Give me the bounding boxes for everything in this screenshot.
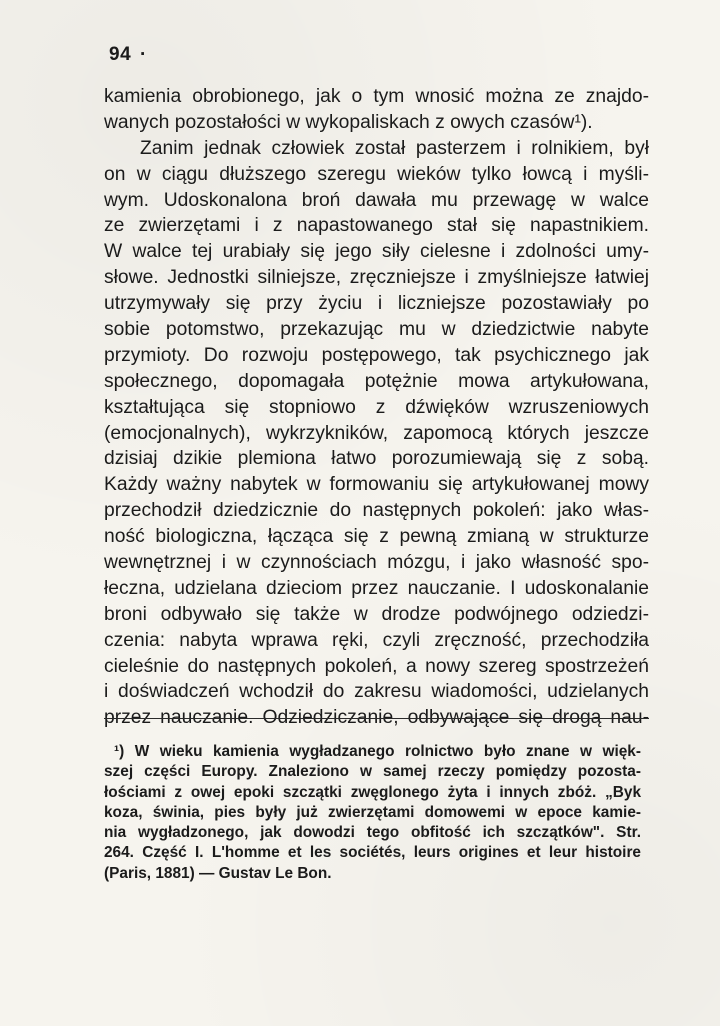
body-line: Zanim jednak człowiek został pasterzem i rolnikiem, był xyxy=(140,137,649,159)
body-line: wym. Udoskonalona broń dawała mu przewagę w walce xyxy=(104,189,649,211)
body-line: Każdy ważny nabytek w formowaniu się artykułowanej mowy xyxy=(104,474,649,496)
page-number: 94 xyxy=(109,44,132,65)
footnote-line: szej części Europy. Znaleziono w samej rzeczy pomiędzy pozosta- xyxy=(104,763,641,781)
body-line: W walce tej urabiały się jego siły cielesne i zdolności umy- xyxy=(104,241,649,263)
footnote xyxy=(104,742,641,884)
body-line: ze zwierzętami i z napastowanego stał się napastnikiem. xyxy=(104,215,649,237)
footnote-line: 264. Część I. L'homme et les sociétés, leurs origines et leur histoire xyxy=(104,844,641,862)
body-line: dzisiaj dzikie plemiona łatwo porozumiewają się z sobą. xyxy=(104,448,649,470)
footnote-divider xyxy=(104,718,649,719)
footnote-line: koza, świnia, pies były już zwierzętami domowemi w epoce kamie- xyxy=(104,803,641,821)
body-line: utrzymywały się przy życiu i liczniejsze pozostawiały po xyxy=(104,293,649,315)
body-line: cieleśnie do następnych pokoleń, a nowy szereg spostrzeżeń xyxy=(104,655,649,677)
body-line: czenia: nabyta wprawa ręki, czyli zręczność, przechodziła xyxy=(104,629,649,651)
body-line: kształtująca się stopniowo z dźwięków wzruszeniowych xyxy=(104,396,649,418)
body-line: przechodził dziedzicznie do następnych pokoleń: jako włas- xyxy=(104,500,649,522)
body-line: przez nauczanie. Odziedziczanie, odbywające się drogą nau- xyxy=(104,707,649,729)
footnote-line: nia wygładzonego, jak dowodzi tego obfitość ich szczątków". Str. xyxy=(104,824,641,842)
body-line: łeczna, udzielana dzieciom przez nauczanie. I udoskonalanie xyxy=(104,577,649,599)
body-line: przymioty. Do rozwoju postępowego, tak psychicznego jak xyxy=(104,344,649,366)
body-line: wanych pozostałości w wykopaliskach z owych czasów¹). xyxy=(104,111,593,133)
body-line: broni odbywało się także w drodze podwójnego odziedzi- xyxy=(104,603,649,625)
body-line: (emocjonalnych), wykrzykników, zapomocą których jeszcze xyxy=(104,422,649,444)
body-line: on w ciągu dłuższego szeregu wieków tylko łowcą i myśli- xyxy=(104,163,649,185)
footnote-line: (Paris, 1881) — Gustav Le Bon. xyxy=(104,864,332,882)
page-number-mark: · xyxy=(140,44,147,65)
body-line: sobie potomstwo, przekazując mu w dziedzictwie nabyte xyxy=(104,319,649,341)
body-line: kamienia obrobionego, jak o tym wnosić można ze znajdo- xyxy=(104,86,649,107)
footnote-line: ¹) W wieku kamienia wygładzanego rolnictwo było znane w więk- xyxy=(114,743,641,760)
body-text xyxy=(104,84,649,731)
body-line: społecznego, dopomagała potężnie mowa artykułowana, xyxy=(104,370,649,392)
body-line: ność biologiczna, łącząca się z pewną zmianą w strukturze xyxy=(104,526,649,548)
body-line: wewnętrznej i w czynnościach mózgu, i jako własność spo- xyxy=(104,552,649,574)
footnote-line: łościami z owej epoki szczątki zwęglonego żyta i innych zbóż. „Byk xyxy=(104,783,641,801)
body-line: i doświadczeń wchodził do zakresu wiadomości, udzielanych xyxy=(104,681,649,703)
body-line: słowe. Jednostki silniejsze, zręczniejsze i zmyślniejsze łatwiej xyxy=(104,267,649,289)
